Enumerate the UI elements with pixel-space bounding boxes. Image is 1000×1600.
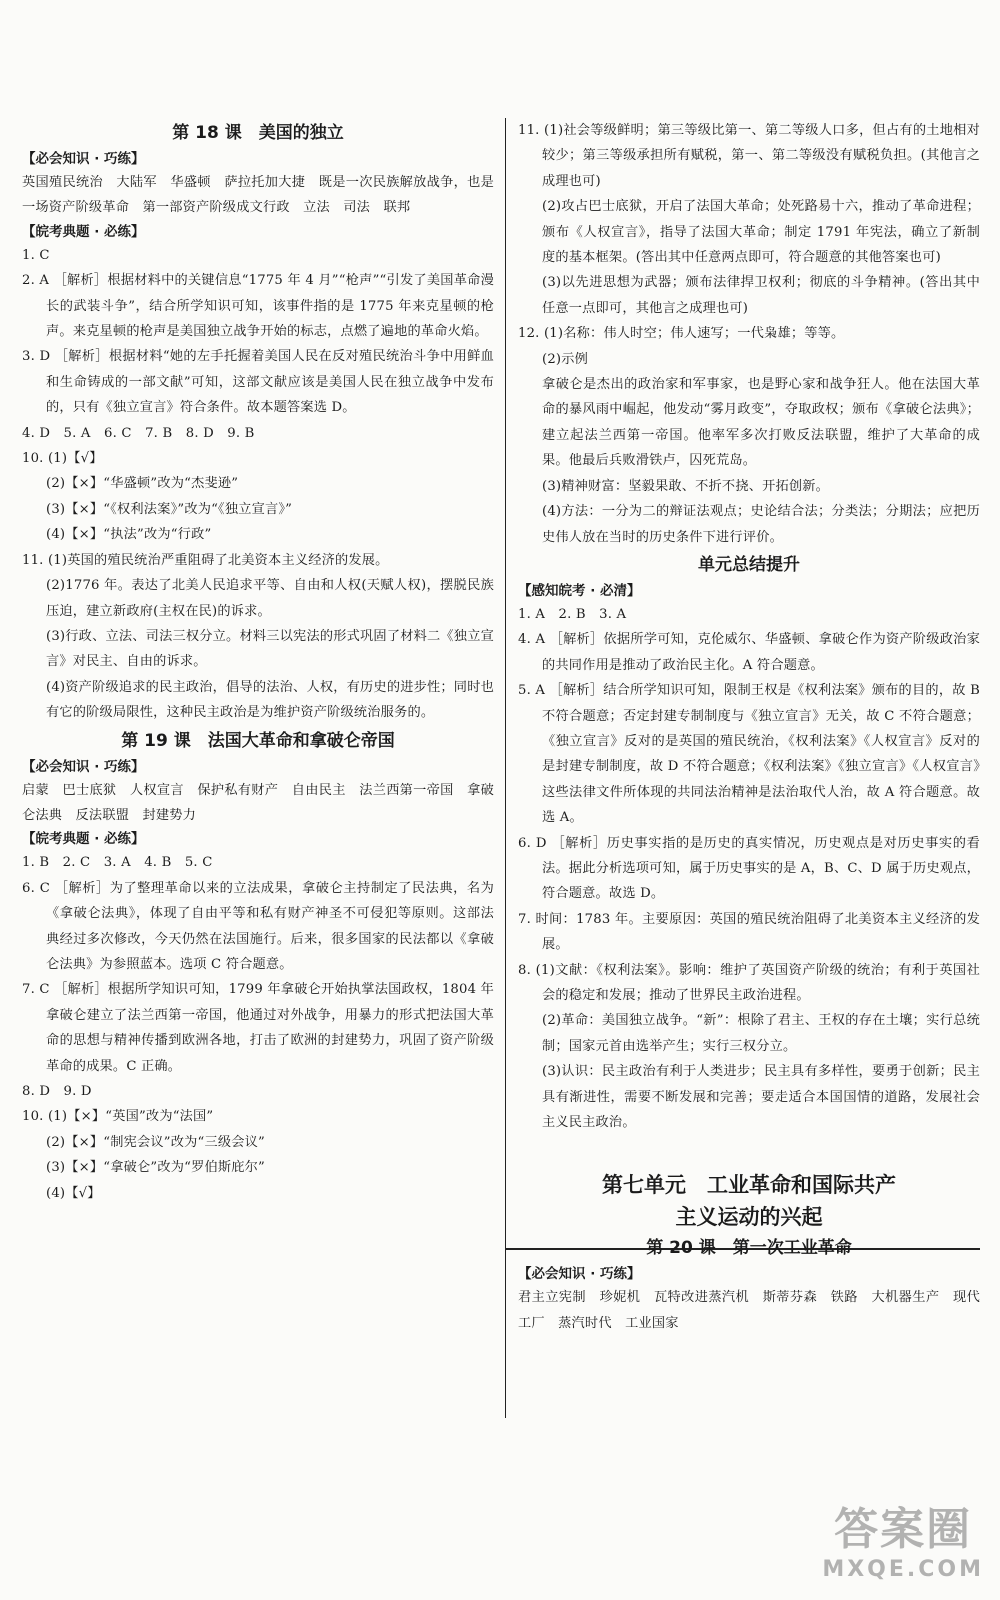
answer: 2. A ［解析］根据材料中的关键信息“1775 年 4 月”“枪声”“引发了美国革命漫长的武装斗争”，结合所学知识可知，该事件指的是 1775 年来克星顿的枪声。来克星顿的枪声是美国独立战争开始的标志，点燃了遍地的革命火焰。	[22, 273, 494, 340]
keywords: 君主立宪制 珍妮机 瓦特改进蒸汽机 斯蒂芬森 铁路 大机器生产 现代工厂 蒸汽时代 工业国家	[518, 1290, 980, 1331]
answer: 6. C ［解析］为了整理革命以来的立法成果，拿破仑主持制定了民法典，名为《拿破仑法典》，体现了自由平等和私有财产神圣不可侵犯等原则。这部法典经过多次修改，今天仍然在法国施行。后来，很多国家的民法都以《拿破仑法典》为参照蓝本。选项 C 符合题意。	[22, 880, 494, 972]
lesson-19-title: 第 19 课 法国大革命和拿破仑帝国	[121, 730, 395, 751]
answer: 4. D 5. A 6. C 7. B 8. D 9. B	[22, 425, 255, 441]
answer: 7. C ［解析］根据所学知识可知，1799 年拿破仑开始执掌法国政权，1804 年拿破仑建立了法兰西第一帝国，他通过对外战争，用暴力的形式把法国大革命的思想与精神传播到欧洲各地，打击了欧洲的封建势力，巩固了资产阶级革命的成果。C 正确。	[22, 982, 494, 1074]
section-heading: 【皖考典题 · 必练】	[22, 223, 145, 240]
answer: 3. D ［解析］根据材料“她的左手托握着美国人民在反对殖民统治斗争中用鲜血和生命铸成的一部文献”可知，这部文献应该是美国人民在独立战争中发布的，只有《独立宣言》符合条件。故本题答案选 D。	[22, 349, 494, 416]
unit-7-title-line-2: 主义运动的兴起	[675, 1205, 823, 1230]
answer: 4. A ［解析］依据所学可知，克伦威尔、华盛顿、拿破仑作为资产阶级政治家的共同作用是推动了政治民主化。A 符合题意。	[518, 632, 980, 673]
answer: 10. (1)【√】	[22, 451, 103, 467]
watermark-logo	[822, 1493, 984, 1582]
watermark-url: MXQE.COM	[822, 1557, 984, 1582]
answer: 7. 时间：1783 年。主要原因：英国的殖民统治阻碍了北美资本主义经济的发展。	[518, 911, 980, 953]
unit-7-title-line-1: 第七单元 工业革命和国际共产	[602, 1173, 896, 1198]
answer: (3)【×】“《权利法案》”改为“《独立宣言》”	[46, 501, 293, 517]
answer: (3)以先进思想为武器；颁布法律捍卫权利；彻底的斗争精神。(答出其中任意一点即可，其他言之成理也可)	[542, 275, 980, 316]
answer: 1. B 2. C 3. A 4. B 5. C	[22, 855, 213, 871]
lesson-18-title: 第 18 课 美国的独立	[172, 123, 344, 143]
answer: 8. D 9. D	[22, 1084, 92, 1099]
answer: 1. A 2. B 3. A	[518, 606, 627, 622]
answer: 12. (1)名称：伟人时空；伟人速写；一代枭雄；等等。	[518, 326, 845, 342]
answer: 10. (1)【×】“英国”改为“法国”	[22, 1109, 214, 1125]
answer: (2)革命：美国独立战争。“新”：根除了君主、王权的存在土壤；实行总统制；国家元首由选举产生；实行三权分立。	[542, 1013, 980, 1054]
section-heading: 【必会知识 · 巧练】	[22, 758, 145, 775]
answer: (2)攻占巴士底狱，开启了法国大革命；处死路易十六，推动了革命进程；颁布《人权宣言》，指导了法国大革命；制定 1791 年宪法，确立了新制度的基本框架。(答出其中任意两点即可，符合题意的其他答案也可)	[542, 199, 980, 266]
answer: (3)精神财富：坚毅果敢、不折不挠、开拓创新。	[542, 478, 830, 494]
right-column	[518, 118, 980, 1336]
answer: (3)认识：民主政治有利于人类进步；民主具有多样性，要勇于创新；民主具有渐进性，需要不断发展和完善；要走适合本国国情的道路，发展社会主义民主政治。	[542, 1064, 980, 1131]
answer: (4)方法：一分为二的辩证法观点；史论结合法；分类法；分期法；应把历史伟人放在当时的历史条件下进行评价。	[542, 504, 980, 545]
answer: 11. (1)社会等级鲜明；第三等级比第一、第二等级人口多，但占有的土地相对较少；第三等级承担所有赋税，第一、第二等级没有赋税负担。(其他言之成理也可)	[518, 123, 980, 189]
left-column	[22, 118, 494, 1206]
answer: (4)【×】“执法”改为“行政”	[46, 527, 212, 543]
section-heading: 【必会知识 · 巧练】	[22, 151, 145, 167]
answer: (4)资产阶级追求的民主政治，倡导的法治、人权，有历史的进步性；同时也有它的阶级局限性，这种民主政治是为维护资产阶级统治服务的。	[46, 679, 494, 721]
answer: (4)【√】	[46, 1185, 101, 1201]
answer: (2)1776 年。表达了北美人民追求平等、自由和人权(天赋人权)，摆脱民族压迫，建立新政府(主权在民)的诉求。	[46, 578, 494, 619]
answer: (3)行政、立法、司法三权分立。材料三以宪法的形式巩固了材料二《独立宣言》对民主、自由的诉求。	[46, 628, 494, 670]
lesson-20-title: 第 20 课 第一次工业革命	[646, 1238, 852, 1259]
unit-7-title	[518, 1169, 980, 1233]
answer: 8. (1)文献：《权利法案》。影响：维护了英国资产阶级的统治；有利于英国社会的稳定和发展；推动了世界民主政治进程。	[518, 962, 980, 1003]
answer: (3)【×】“拿破仑”改为“罗伯斯庇尔”	[46, 1160, 265, 1176]
section-heading: 【感知皖考 · 必清】	[518, 582, 641, 599]
section-heading: 【必会知识 · 巧练】	[518, 1266, 641, 1283]
keywords: 启蒙 巴士底狱 人权宣言 保护私有财产 自由民主 法兰西第一帝国 拿破仑法典 反法联盟 封建势力	[22, 782, 494, 823]
answer: 6. D ［解析］历史事实指的是历史的真实情况，历史观点是对历史事实的看法。据此分析选项可知，属于历史事实的是 A，B、C、D 属于历史观点，符合题意。故选 D。	[518, 835, 980, 902]
watermark-title: 答案圈	[834, 1504, 973, 1555]
answer: (2)示例	[542, 351, 589, 367]
unit-summary-title: 单元总结提升	[698, 554, 800, 575]
keywords: 英国殖民统治 大陆军 华盛顿 萨拉托加大捷 既是一次民族解放战争，也是一场资产阶级革命 第一部资产阶级成文行政 立法 司法 联邦	[22, 175, 494, 216]
answer: (2)【×】“制宪会议”改为“三级会议”	[46, 1134, 265, 1150]
answer: (2)【×】“华盛顿”改为“杰斐逊”	[46, 476, 239, 492]
answer: 11. (1)英国的殖民统治严重阻碍了北美资本主义经济的发展。	[22, 552, 389, 568]
section-heading: 【皖考典题 · 必练】	[22, 831, 145, 848]
answer: 拿破仑是杰出的政治家和军事家，也是野心家和战争狂人。他在法国大革命的暴风雨中崛起，他发动“雾月政变”，夺取政权；颁布《拿破仑法典》；建立起法兰西第一帝国。他率军多次打败反法联盟，维护了大革命的成果。他最后兵败滑铁卢，囚死荒岛。	[542, 377, 980, 469]
answer: 5. A ［解析］结合所学知识可知，限制王权是《权利法案》颁布的目的，故 B 不符合题意；否定封建专制制度与《独立宣言》无关，故 C 不符合题意；《独立宣言》反对的是英国的殖民统治，《权利法案》《人权宣言》反对的是封建专制制度，故 D 不符合题意；《权利法案》《独立宣言》《人权宣言》这些法律文件所体现的共同法治精神是法治取代人治，故 A 符合题意。故选 A。	[518, 683, 980, 826]
answer: 1. C	[22, 247, 50, 263]
column-divider	[505, 118, 506, 1418]
